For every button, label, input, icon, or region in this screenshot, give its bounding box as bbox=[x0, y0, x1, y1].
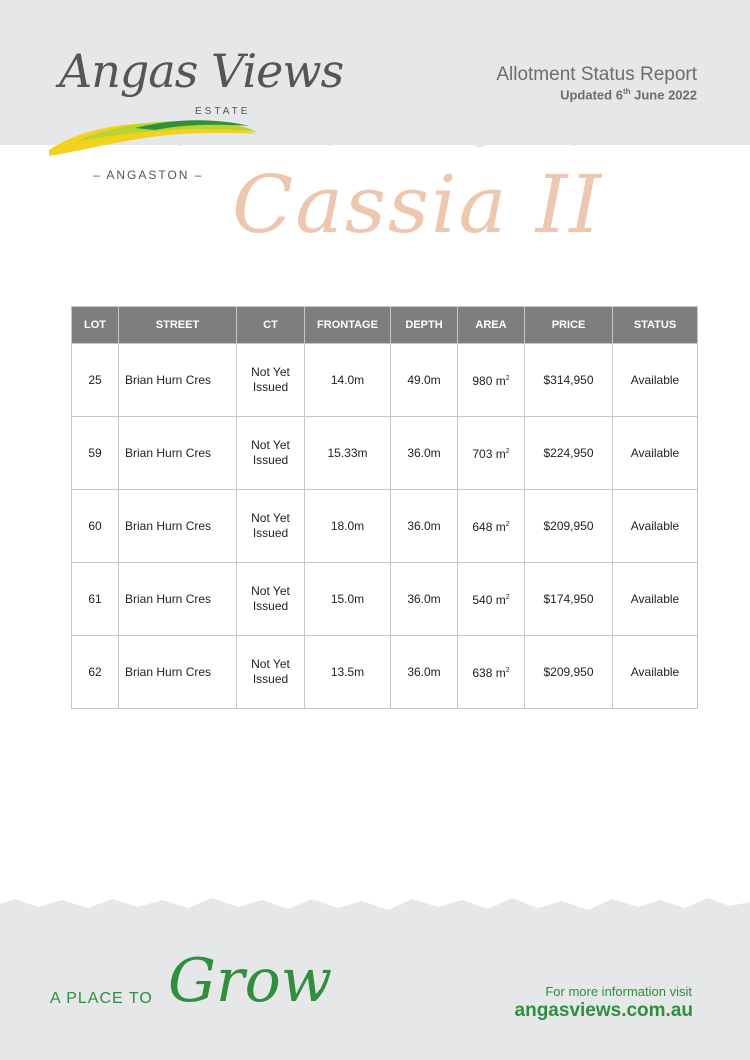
cell-status: Available bbox=[613, 636, 698, 709]
cell-depth: 36.0m bbox=[391, 417, 458, 490]
footer-more-info: For more information visit bbox=[545, 984, 692, 999]
cell-frontage: 15.33m bbox=[305, 417, 391, 490]
cell-status: Available bbox=[613, 344, 698, 417]
cell-ct bbox=[237, 490, 305, 563]
cell-price: $224,950 bbox=[525, 417, 613, 490]
logo-location-text: – ANGASTON – bbox=[93, 168, 204, 182]
cell-area bbox=[458, 417, 525, 490]
area-unit-sup: 2 bbox=[505, 667, 510, 674]
updated-suffix: June 2022 bbox=[630, 87, 697, 103]
logo-script-text: Angas Views bbox=[59, 44, 344, 98]
ct-line-2: Issued bbox=[252, 672, 289, 686]
table-row bbox=[72, 344, 698, 417]
cell-area bbox=[458, 563, 525, 636]
cell-street: Brian Hurn Cres bbox=[119, 490, 237, 563]
table-row bbox=[72, 417, 698, 490]
cell-frontage: 18.0m bbox=[305, 490, 391, 563]
table-row bbox=[72, 563, 698, 636]
cell-status: Available bbox=[613, 417, 698, 490]
updated-ordinal: th bbox=[622, 87, 631, 96]
area-unit: m bbox=[495, 593, 506, 607]
header-street: STREET bbox=[119, 307, 237, 344]
cell-ct bbox=[237, 344, 305, 417]
cell-price: $209,950 bbox=[525, 490, 613, 563]
ct-line-2: Issued bbox=[252, 599, 289, 613]
ct-line-2: Issued bbox=[252, 453, 289, 467]
table-row bbox=[72, 490, 698, 563]
area-value: 540 bbox=[472, 593, 493, 607]
ct-line-1: Not Yet bbox=[251, 584, 290, 598]
cell-street: Brian Hurn Cres bbox=[119, 417, 237, 490]
cell-price: $314,950 bbox=[525, 344, 613, 417]
area-value: 703 bbox=[472, 447, 493, 461]
cell-ct bbox=[237, 636, 305, 709]
area-unit: m bbox=[495, 666, 506, 680]
cell-frontage: 15.0m bbox=[305, 563, 391, 636]
cell-area bbox=[458, 344, 525, 417]
allotment-table bbox=[71, 306, 698, 709]
cell-frontage: 13.5m bbox=[305, 636, 391, 709]
header-ct: CT bbox=[237, 307, 305, 344]
footer-website-link[interactable]: angasviews.com.au bbox=[514, 1000, 693, 1021]
area-unit: m bbox=[495, 520, 506, 534]
updated-prefix: Updated 6 bbox=[560, 87, 623, 103]
area-unit: m bbox=[495, 447, 506, 461]
cell-ct bbox=[237, 417, 305, 490]
cell-depth: 36.0m bbox=[391, 636, 458, 709]
cell-price: $209,950 bbox=[525, 636, 613, 709]
cell-frontage: 14.0m bbox=[305, 344, 391, 417]
header-area: AREA bbox=[458, 307, 525, 344]
cell-lot: 60 bbox=[72, 490, 119, 563]
cell-lot: 25 bbox=[72, 344, 119, 417]
ct-line-1: Not Yet bbox=[251, 365, 290, 379]
ct-line-1: Not Yet bbox=[251, 657, 290, 671]
cell-ct bbox=[237, 563, 305, 636]
table-row bbox=[72, 636, 698, 709]
area-unit-sup: 2 bbox=[505, 375, 510, 382]
cell-street: Brian Hurn Cres bbox=[119, 636, 237, 709]
cell-depth: 36.0m bbox=[391, 490, 458, 563]
header-status: STATUS bbox=[613, 307, 698, 344]
cell-status: Available bbox=[613, 563, 698, 636]
ct-line-1: Not Yet bbox=[251, 438, 290, 452]
header-lot: LOT bbox=[72, 307, 119, 344]
ct-line-1: Not Yet bbox=[251, 511, 290, 525]
logo-swoosh-icon bbox=[45, 116, 260, 160]
ct-line-2: Issued bbox=[252, 380, 289, 394]
cell-price: $174,950 bbox=[525, 563, 613, 636]
cell-street: Brian Hurn Cres bbox=[119, 563, 237, 636]
footer-tagline: A PLACE TO bbox=[50, 990, 153, 1007]
area-unit: m bbox=[495, 374, 506, 388]
report-title: Allotment Status Report bbox=[496, 64, 697, 85]
header-frontage: FRONTAGE bbox=[305, 307, 391, 344]
table-header-row bbox=[72, 307, 698, 344]
cell-area bbox=[458, 636, 525, 709]
area-value: 638 bbox=[472, 666, 493, 680]
header-price: PRICE bbox=[525, 307, 613, 344]
cell-area bbox=[458, 490, 525, 563]
cell-lot: 62 bbox=[72, 636, 119, 709]
report-updated-date bbox=[560, 87, 697, 102]
cell-depth: 36.0m bbox=[391, 563, 458, 636]
header-depth: DEPTH bbox=[391, 307, 458, 344]
area-value: 980 bbox=[472, 374, 493, 388]
cell-street: Brian Hurn Cres bbox=[119, 344, 237, 417]
cell-depth: 49.0m bbox=[391, 344, 458, 417]
area-unit-sup: 2 bbox=[505, 594, 510, 601]
cell-status: Available bbox=[613, 490, 698, 563]
area-unit-sup: 2 bbox=[505, 521, 510, 528]
footer-tagline-script: Grow bbox=[168, 946, 333, 1016]
area-unit-sup: 2 bbox=[505, 448, 510, 455]
ct-line-2: Issued bbox=[252, 526, 289, 540]
stage-name: Cassia II bbox=[232, 158, 603, 251]
area-value: 648 bbox=[472, 520, 493, 534]
cell-lot: 61 bbox=[72, 563, 119, 636]
cell-lot: 59 bbox=[72, 417, 119, 490]
logo-estate-text: ESTATE bbox=[195, 106, 251, 117]
